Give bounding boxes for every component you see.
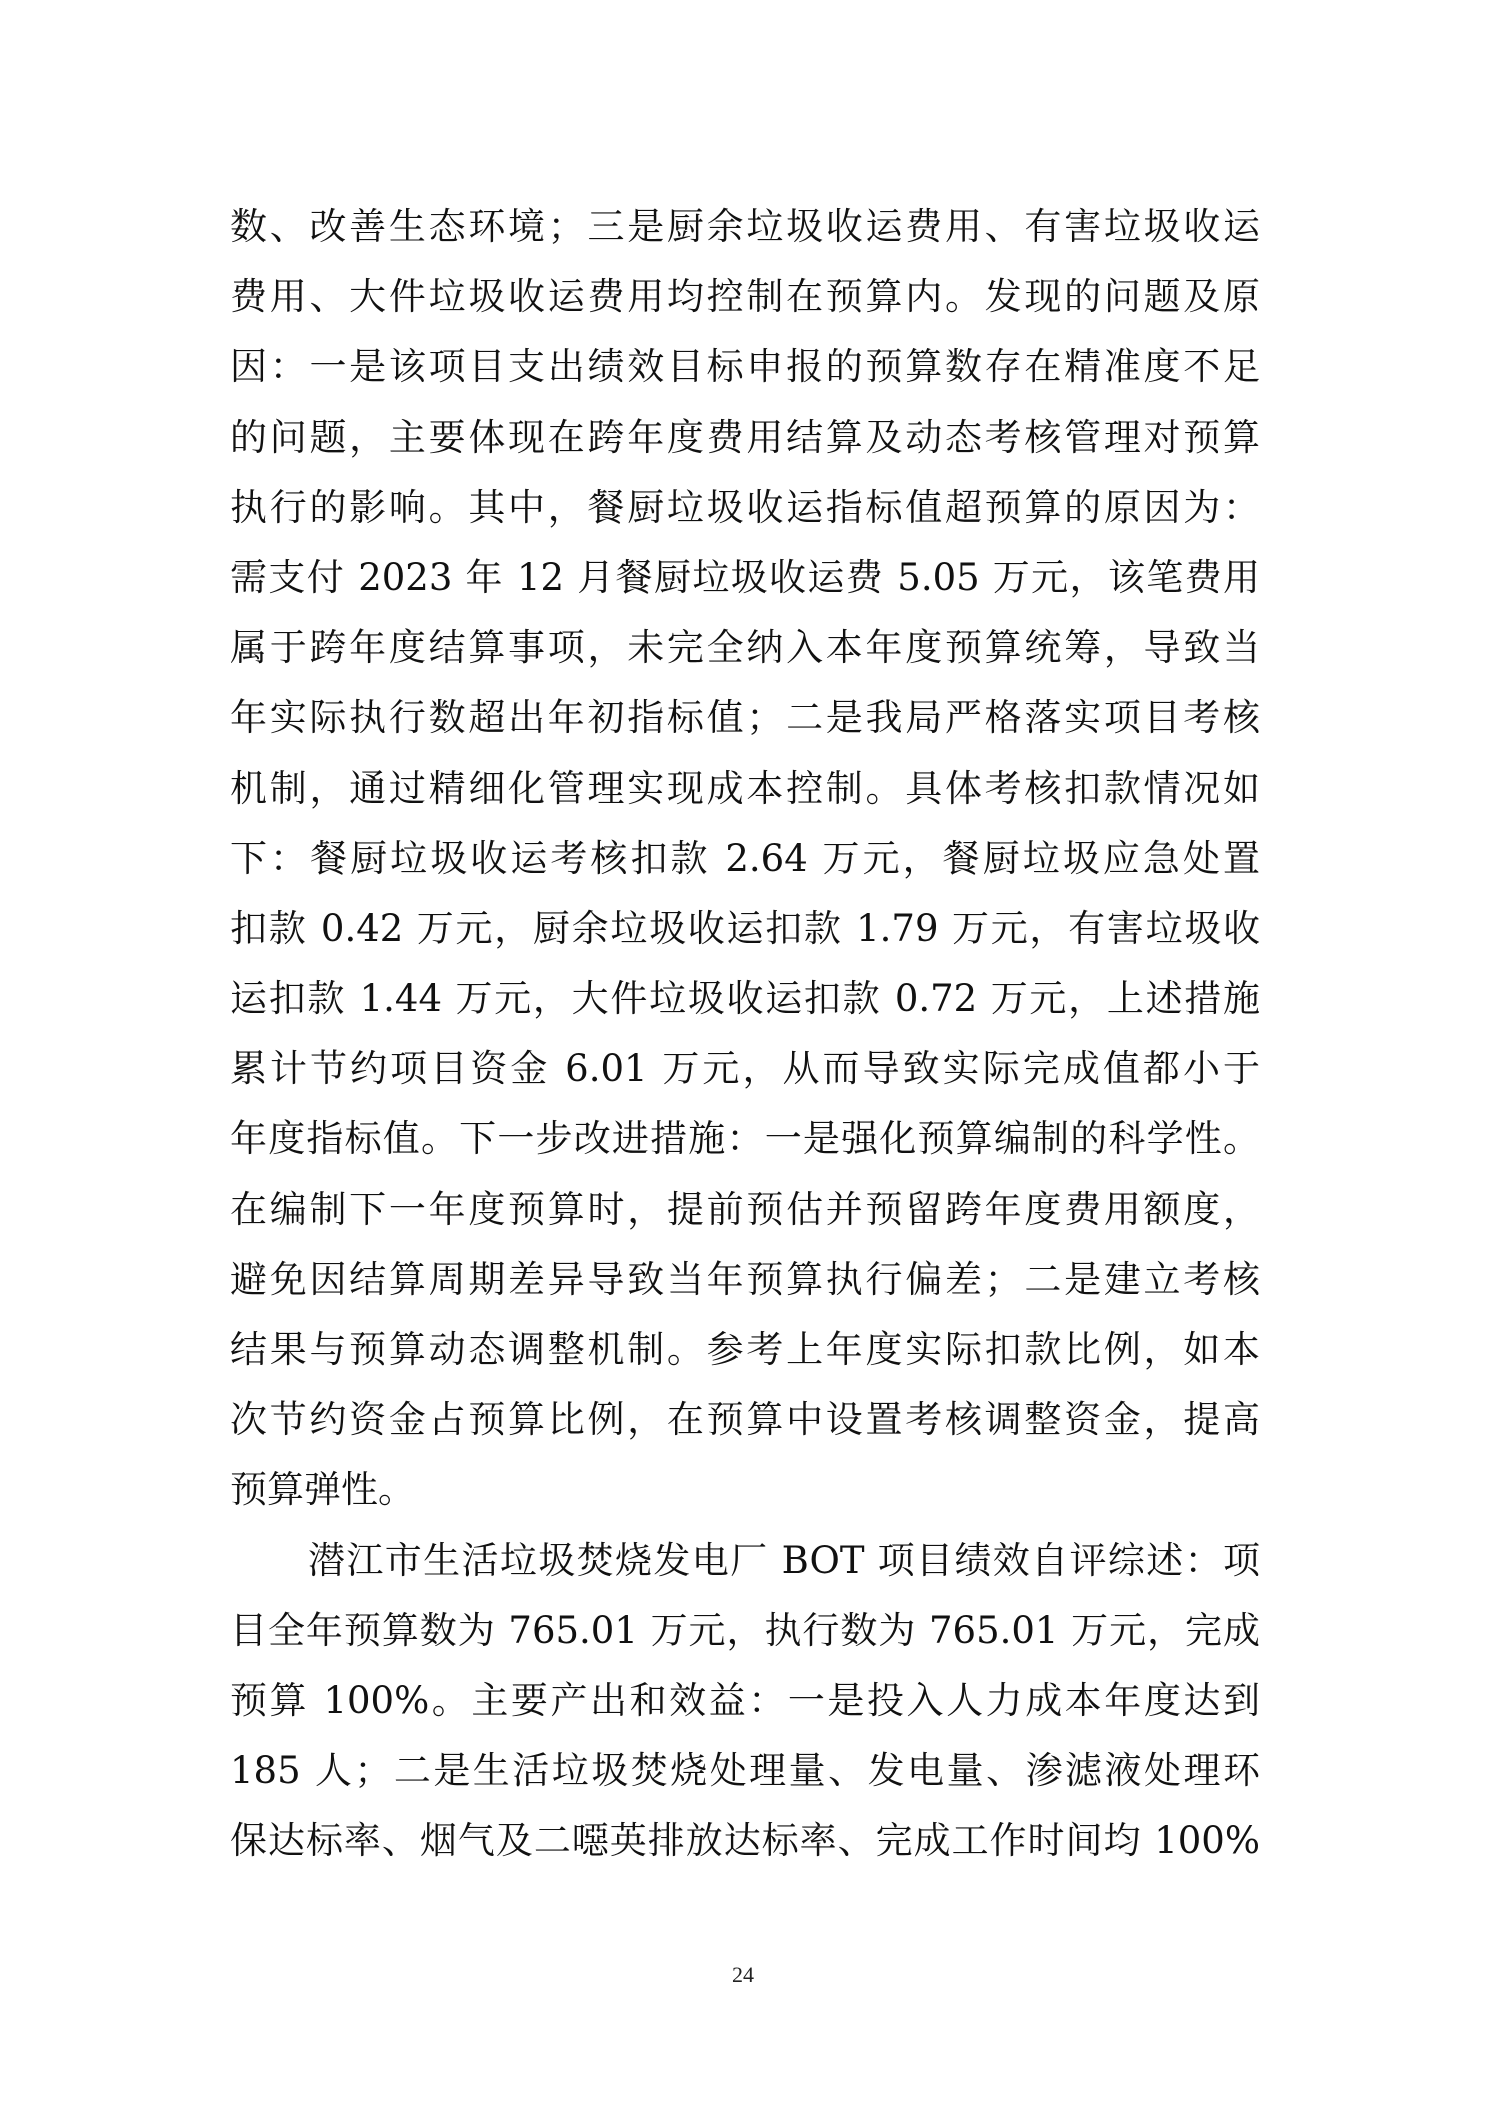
text-line: 预算 100%。主要产出和效益：一是投入人力成本年度达到 (230, 1678, 1260, 1722)
paragraph-start-line: 潜江市生活垃圾焚烧发电厂 BOT 项目绩效自评综述：项 (308, 1538, 1260, 1582)
text-line: 属于跨年度结算事项，未完全纳入本年度预算统筹，导致当 (230, 626, 1260, 670)
text-line: 运扣款 1.44 万元，大件垃圾收运扣款 0.72 万元，上述措施 (230, 977, 1260, 1021)
text-line: 下：餐厨垃圾收运考核扣款 2.64 万元，餐厨垃圾应急处置 (230, 836, 1260, 880)
paragraph-end-line: 预算弹性。 (230, 1468, 415, 1512)
text-line: 在编制下一年度预算时，提前预估并预留跨年度费用额度， (230, 1187, 1260, 1231)
text-line: 185 人；二是生活垃圾焚烧处理量、发电量、渗滤液处理环 (230, 1749, 1260, 1793)
text-line: 因：一是该项目支出绩效目标申报的预算数存在精准度不足 (230, 345, 1260, 389)
text-line: 保达标率、烟气及二噁英排放达标率、完成工作时间均 100% (230, 1819, 1260, 1863)
text-line: 次节约资金占预算比例，在预算中设置考核调整资金，提高 (230, 1398, 1260, 1442)
text-line: 的问题，主要体现在跨年度费用结算及动态考核管理对预算 (230, 415, 1260, 459)
text-line: 年实际执行数超出年初指标值；二是我局严格落实项目考核 (230, 696, 1260, 740)
text-line: 数、改善生态环境；三是厨余垃圾收运费用、有害垃圾收运 (230, 205, 1260, 248)
text-line: 目全年预算数为 765.01 万元，执行数为 765.01 万元，完成 (230, 1608, 1260, 1652)
text-line: 需支付 2023 年 12 月餐厨垃圾收运费 5.05 万元，该笔费用 (230, 555, 1260, 599)
text-line: 执行的影响。其中，餐厨垃圾收运指标值超预算的原因为： (230, 485, 1260, 529)
text-line: 避免因结算周期差异导致当年预算执行偏差；二是建立考核 (230, 1257, 1260, 1301)
page-number: 24 (732, 1962, 754, 1987)
text-line: 年度指标值。下一步改进措施：一是强化预算编制的科学性。 (230, 1117, 1260, 1161)
text-line: 累计节约项目资金 6.01 万元，从而导致实际完成值都小于 (230, 1047, 1260, 1091)
text-line: 结果与预算动态调整机制。参考上年度实际扣款比例，如本 (230, 1328, 1260, 1371)
text-line: 扣款 0.42 万元，厨余垃圾收运扣款 1.79 万元，有害垃圾收 (230, 906, 1260, 950)
body-text (230, 192, 1260, 1877)
text-line: 费用、大件垃圾收运费用均控制在预算内。发现的问题及原 (230, 275, 1260, 319)
text-line: 机制，通过精细化管理实现成本控制。具体考核扣款情况如 (230, 766, 1260, 810)
